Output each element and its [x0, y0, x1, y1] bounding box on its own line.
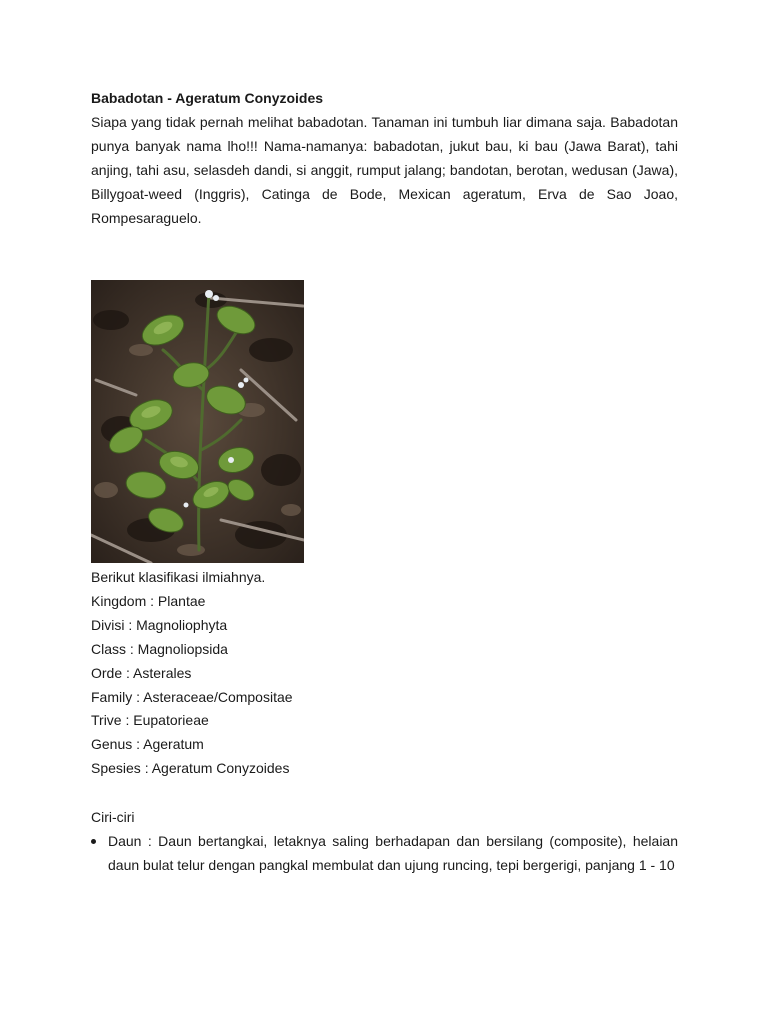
classification-trive: Trive : Eupatorieae: [91, 712, 209, 729]
classification-class: Class : Magnoliopsida: [91, 640, 228, 657]
classification-orde: Orde : Asterales: [91, 664, 192, 681]
intro-paragraph: Siapa yang tidak pernah melihat babadotan. Tanaman ini tumbuh liar dimana saja. Babadotan punya banyak nama lho!!! Nama-namanya: babadotan, jukut bau, ki bau (Jawa Barat), tahi anjing, tahi asu, selasdeh dandi, si anggit, rumput jalang; bandotan, berotan, wedusan (Jawa), Billygoat-weed (Inggris), Catinga de Bode, Mexican ageratum, Erva de Sao Joao, Rompesaraguelo.: [91, 114, 678, 226]
bullet-icon: [91, 839, 96, 844]
classification-genus: Genus : Ageratum: [91, 736, 204, 753]
classification-divisi: Divisi : Magnoliophyta: [91, 616, 228, 633]
ciri-item-daun: [91, 829, 678, 877]
classification-kingdom: Kingdom : Plantae: [91, 592, 206, 609]
ciri-item-text: Daun : Daun bertangkai, letaknya saling berhadapan dan bersilang (composite), helaian daun bulat telur dengan pangkal membulat dan ujung runcing, tepi bergerigi, panjang 1 - 10: [108, 833, 678, 873]
classification-spesies: Spesies : Ageratum Conyzoides: [91, 760, 290, 777]
ciri-list: [91, 829, 678, 877]
ageratum-plant-photo: [91, 280, 304, 563]
classification-heading: Berikut klasifikasi ilmiahnya.: [91, 569, 266, 585]
classification-block: [91, 566, 491, 781]
document-title: Babadotan - Ageratum Conyzoides: [91, 90, 324, 106]
classification-family: Family : Asteraceae/Compositae: [91, 688, 293, 705]
ciri-heading: Ciri-ciri: [91, 809, 135, 825]
